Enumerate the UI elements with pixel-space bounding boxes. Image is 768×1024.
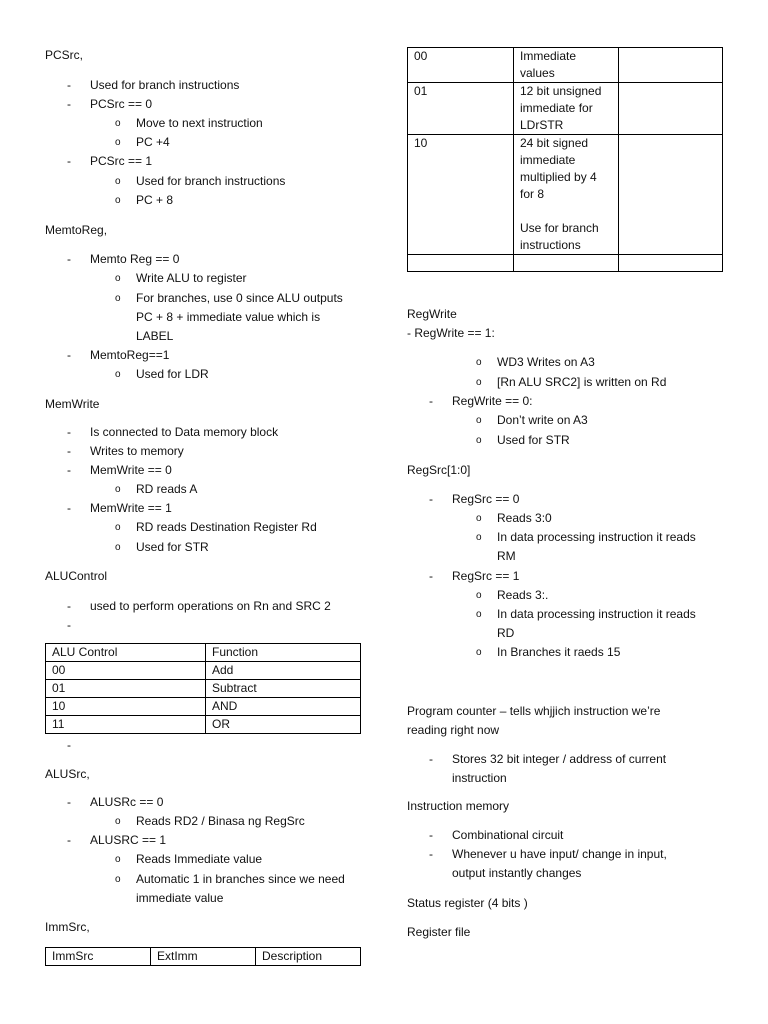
table-row [408, 48, 723, 83]
table-cell [619, 255, 723, 272]
instruction-memory-item-1: Combinational circuit [452, 828, 564, 842]
circle-bullet-icon: o [115, 118, 121, 129]
regsrc-item-1: RegSrc == 0 [452, 492, 520, 506]
instruction-memory-heading: Instruction memory [407, 799, 510, 813]
alusrc-item-1: ALUSRc == 0 [90, 795, 164, 809]
dash: - [67, 425, 71, 439]
memtoreg-item-1-sub-2-line-3: LABEL [136, 329, 174, 343]
cell-line: LDrSTR [520, 118, 564, 132]
table-header-row [46, 644, 361, 662]
pcsrc-item-2-sub-1: Move to next instruction [136, 116, 263, 130]
dash-after-table: - [67, 738, 71, 752]
dash: - [67, 154, 71, 168]
circle-bullet-icon: o [476, 435, 482, 446]
alusrc-item-1-sub-1: Reads RD2 / Binasa ng RegSrc [136, 814, 305, 828]
cell-line: 24 bit signed [520, 136, 589, 150]
table-cell: 00 [46, 662, 206, 680]
dash: - [429, 752, 433, 766]
circle-bullet-icon: o [115, 293, 121, 304]
regsrc-item-2-sub-3: In Branches it raeds 15 [497, 645, 621, 659]
alusrc-item-2-sub-2-line-1: Automatic 1 in branches since we need [136, 872, 345, 886]
cell-line: instructions [520, 238, 581, 252]
table-header-cell: Description [256, 948, 361, 966]
memtoreg-item-1: Memto Reg == 0 [90, 252, 180, 266]
regwrite-item-2: RegWrite == 0: [452, 394, 533, 408]
table-row [46, 716, 361, 734]
table-header-cell: Function [206, 644, 361, 662]
circle-bullet-icon: o [115, 874, 121, 885]
alu-control-table [45, 643, 361, 734]
regsrc-item-2: RegSrc == 1 [452, 569, 520, 583]
regwrite-item-2-sub-1: Don’t write on A3 [497, 413, 588, 427]
circle-bullet-icon: o [476, 590, 482, 601]
immsrc-heading: ImmSrc, [45, 920, 90, 934]
register-file-heading: Register file [407, 925, 471, 939]
program-counter-item-line-1: Stores 32 bit integer / address of current [452, 752, 667, 766]
table-cell [619, 48, 723, 83]
dash: - [429, 828, 433, 842]
table-cell-multiline [514, 48, 619, 83]
program-counter-line-2: reading right now [407, 723, 500, 737]
dash: - [429, 394, 433, 408]
cell-line: for 8 [520, 187, 545, 201]
circle-bullet-icon: o [115, 542, 121, 553]
pcsrc-item-3: PCSrc == 1 [90, 154, 153, 168]
table-cell: 10 [408, 135, 514, 255]
cell-line: Use for branch [520, 221, 599, 235]
circle-bullet-icon: o [115, 273, 121, 284]
dash: - [67, 252, 71, 266]
alucontrol-item-1: used to perform operations on Rn and SRC 2 [90, 599, 331, 613]
pcsrc-item-2: PCSrc == 0 [90, 97, 153, 111]
circle-bullet-icon: o [115, 484, 121, 495]
circle-bullet-icon: o [476, 415, 482, 426]
table-cell [408, 255, 514, 272]
table-cell-multiline [514, 135, 619, 255]
table-cell [514, 255, 619, 272]
memwrite-heading: MemWrite [45, 397, 100, 411]
memwrite-item-1: Is connected to Data memory block [90, 425, 279, 439]
dash: - [67, 78, 71, 92]
memwrite-item-3-sub-1: RD reads A [136, 482, 198, 496]
table-cell: 01 [46, 680, 206, 698]
table-row [46, 698, 361, 716]
memtoreg-item-2-sub-1: Used for LDR [136, 367, 209, 381]
dash: - [429, 492, 433, 506]
circle-bullet-icon: o [115, 854, 121, 865]
regwrite-sub-1: WD3 Writes on A3 [497, 355, 595, 369]
pcsrc-item-3-sub-2: PC + 8 [136, 193, 174, 207]
circle-bullet-icon: o [115, 137, 121, 148]
immsrc-header-table [45, 947, 361, 966]
table-row [408, 135, 723, 255]
circle-bullet-icon: o [476, 647, 482, 658]
pcsrc-item-2-sub-2: PC +4 [136, 135, 170, 149]
memtoreg-item-2: MemtoReg==1 [90, 348, 170, 362]
instruction-memory-item-2-line-1: Whenever u have input/ change in input, [452, 847, 667, 861]
regsrc-item-2-sub-1: Reads 3:. [497, 588, 549, 602]
cell-line: Immediate [520, 49, 577, 63]
alusrc-item-2-sub-1: Reads Immediate value [136, 852, 263, 866]
alusrc-item-2-sub-2-line-2: immediate value [136, 891, 224, 905]
table-cell: Subtract [206, 680, 361, 698]
memtoreg-item-1-sub-2-line-1: For branches, use 0 since ALU outputs [136, 291, 343, 305]
table-header-cell: ImmSrc [46, 948, 151, 966]
dash: - [67, 599, 71, 613]
circle-bullet-icon: o [115, 369, 121, 380]
regsrc-item-1-sub-2-line-2: RM [497, 549, 516, 563]
cell-line: 12 bit unsigned [520, 84, 602, 98]
dash: - [429, 569, 433, 583]
table-header-cell: ALU Control [46, 644, 206, 662]
circle-bullet-icon: o [115, 176, 121, 187]
table-row [408, 83, 723, 135]
regsrc-item-1-sub-1: Reads 3:0 [497, 511, 552, 525]
table-header-row [46, 948, 361, 966]
circle-bullet-icon: o [476, 513, 482, 524]
memwrite-item-4-sub-1: RD reads Destination Register Rd [136, 520, 317, 534]
memwrite-item-3: MemWrite == 0 [90, 463, 172, 477]
table-cell: 10 [46, 698, 206, 716]
circle-bullet-icon: o [476, 609, 482, 620]
dash: - [67, 444, 71, 458]
memwrite-item-4-sub-2: Used for STR [136, 540, 209, 554]
dash: - [429, 847, 433, 861]
cell-line: values [520, 66, 555, 80]
table-cell [619, 135, 723, 255]
regsrc-item-2-sub-2-line-1: In data processing instruction it reads [497, 607, 696, 621]
alusrc-item-2: ALUSRC == 1 [90, 833, 167, 847]
table-cell: AND [206, 698, 361, 716]
regwrite-heading: RegWrite [407, 307, 457, 321]
pcsrc-item-1: Used for branch instructions [90, 78, 240, 92]
circle-bullet-icon: o [476, 532, 482, 543]
regsrc-item-2-sub-2-line-2: RD [497, 626, 515, 640]
memwrite-item-4: MemWrite == 1 [90, 501, 172, 515]
cell-line: multiplied by 4 [520, 170, 597, 184]
circle-bullet-icon: o [476, 357, 482, 368]
alucontrol-heading: ALUControl [45, 569, 108, 583]
dash: - [67, 501, 71, 515]
memtoreg-item-1-sub-1: Write ALU to register [136, 271, 247, 285]
instruction-memory-item-2-line-2: output instantly changes [452, 866, 582, 880]
table-cell: 01 [408, 83, 514, 135]
program-counter-item-line-2: instruction [452, 771, 507, 785]
dash: - [67, 833, 71, 847]
table-row [46, 680, 361, 698]
circle-bullet-icon: o [115, 816, 121, 827]
program-counter-line-1: Program counter – tells whjjich instruction we’re [407, 704, 661, 718]
regsrc-item-1-sub-2-line-1: In data processing instruction it reads [497, 530, 696, 544]
dash: - [67, 97, 71, 111]
circle-bullet-icon: o [115, 195, 121, 206]
table-cell-multiline [514, 83, 619, 135]
table-cell [619, 83, 723, 135]
dash: - [67, 348, 71, 362]
memtoreg-item-1-sub-2-line-2: PC + 8 + immediate value which is [136, 310, 321, 324]
immsrc-continued-table [407, 47, 723, 272]
table-row [46, 662, 361, 680]
table-cell: 00 [408, 48, 514, 83]
status-register-heading: Status register (4 bits ) [407, 896, 528, 910]
table-row [408, 255, 723, 272]
regwrite-sub-2: [Rn ALU SRC2] is written on Rd [497, 375, 667, 389]
pcsrc-item-3-sub-1: Used for branch instructions [136, 174, 286, 188]
alusrc-heading: ALUSrc, [45, 767, 90, 781]
memtoreg-heading: MemtoReg, [45, 223, 108, 237]
table-cell: Add [206, 662, 361, 680]
circle-bullet-icon: o [476, 377, 482, 388]
dash-empty: - [67, 618, 71, 632]
table-cell: OR [206, 716, 361, 734]
dash: - [67, 795, 71, 809]
table-header-cell: ExtImm [151, 948, 256, 966]
circle-bullet-icon: o [115, 522, 121, 533]
regwrite-item-2-sub-2: Used for STR [497, 433, 570, 447]
cell-line: immediate for [520, 101, 593, 115]
regwrite-line-1: - RegWrite == 1: [407, 326, 495, 340]
pcsrc-heading: PCSrc, [45, 48, 84, 62]
memwrite-item-2: Writes to memory [90, 444, 184, 458]
table-cell: 11 [46, 716, 206, 734]
dash: - [67, 463, 71, 477]
regsrc-heading: RegSrc[1:0] [407, 463, 471, 477]
cell-line: immediate [520, 153, 576, 167]
cell-line [520, 203, 612, 220]
